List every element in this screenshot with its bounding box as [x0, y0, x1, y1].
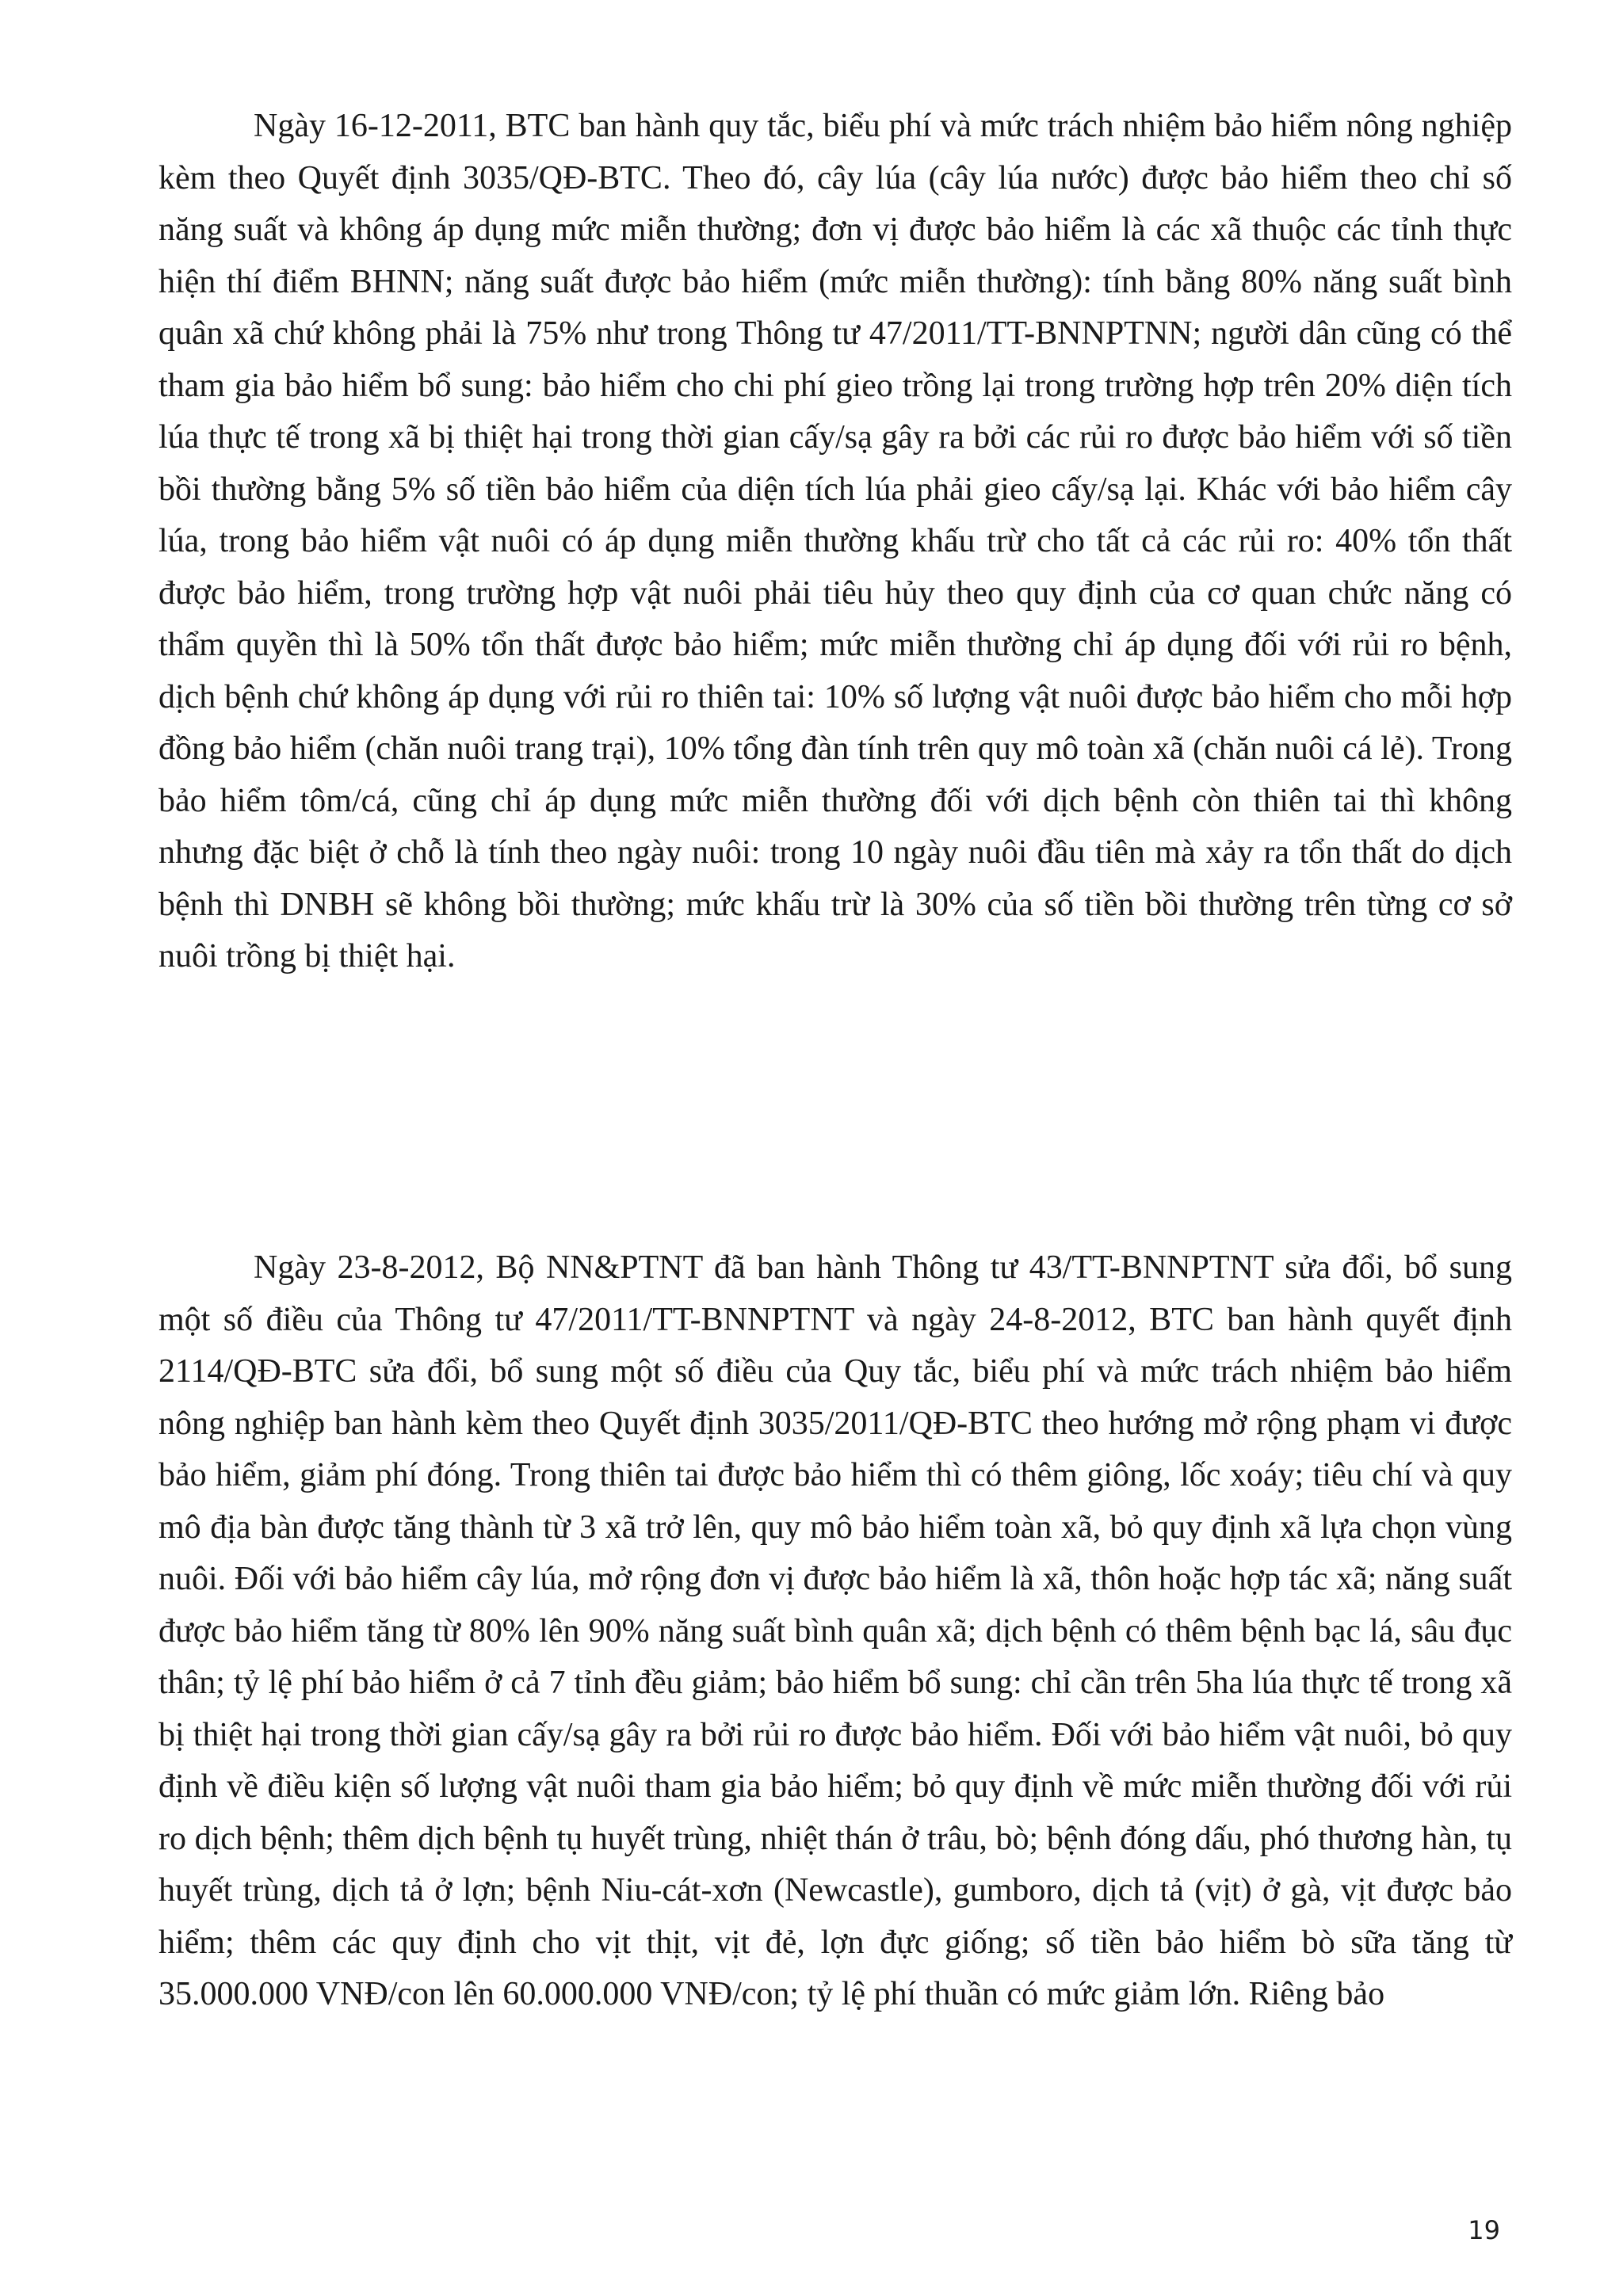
page-number: 19	[1468, 2215, 1500, 2245]
body-paragraph-1: Ngày 16-12-2011, BTC ban hành quy tắc, biểu phí và mức trách nhiệm bảo hiểm nông nghiệp kèm theo Quyết định 3035/QĐ-BTC. Theo đó, cây lúa (cây lúa nước) được bảo hiểm theo chỉ số năng suất và không áp dụng mức miễn thường; đơn vị được bảo hiểm là các xã thuộc các tỉnh thực hiện thí điểm BHNN; năng suất được bảo hiểm (mức miễn thường): tính bằng 80% năng suất bình quân xã chứ không phải là 75% như trong Thông tư 47/2011/TT-BNNPTNN; người dân cũng có thể tham gia bảo hiểm bổ sung: bảo hiểm cho chi phí gieo trồng lại trong trường hợp trên 20% diện tích lúa thực tế trong xã bị thiệt hại trong thời gian cấy/sạ gây ra bởi các rủi ro được bảo hiểm với số tiền bồi thường bằng 5% số tiền bảo hiểm của diện tích lúa phải gieo cấy/sạ lại. Khác với bảo hiểm cây lúa, trong bảo hiểm vật nuôi có áp dụng miễn thường khấu trừ cho tất cả các rủi ro: 40% tổn thất được bảo hiểm, trong trường hợp vật nuôi phải tiêu hủy theo quy định của cơ quan chức năng có thẩm quyền thì là 50% tổn thất được bảo hiểm; mức miễn thường chỉ áp dụng đối với rủi ro bệnh, dịch bệnh chứ không áp dụng với rủi ro thiên tai: 10% số lượng vật nuôi được bảo hiểm cho mỗi hợp đồng bảo hiểm (chăn nuôi trang trại), 10% tổng đàn tính trên quy mô toàn xã (chăn nuôi cá lẻ). Trong bảo hiểm tôm/cá, cũng chỉ áp dụng mức miễn thường đối với dịch bệnh còn thiên tai thì không nhưng đặc biệt ở chỗ là tính theo ngày nuôi: trong 10 ngày nuôi đầu tiên mà xảy ra tổn thất do dịch bệnh thì DNBH sẽ không bồi thường; mức khấu trừ là 30% của số tiền bồi thường trên từng cơ sở nuôi trồng bị thiệt hại.	[158, 108, 1512, 974]
body-paragraph-2: Ngày 23-8-2012, Bộ NN&PTNT đã ban hành Thông tư 43/TT-BNNPTNT sửa đổi, bổ sung một số điều của Thông tư 47/2011/TT-BNNPTNT và ngày 24-8-2012, BTC ban hành quyết định 2114/QĐ-BTC sửa đổi, bổ sung một số điều của Quy tắc, biểu phí và mức trách nhiệm bảo hiểm nông nghiệp ban hành kèm theo Quyết định 3035/2011/QĐ-BTC theo hướng mở rộng phạm vi được bảo hiểm, giảm phí đóng. Trong thiên tai được bảo hiểm thì có thêm giông, lốc xoáy; tiêu chí và quy mô địa bàn được tăng thành từ 3 xã trở lên, quy mô bảo hiểm toàn xã, bỏ quy định xã lựa chọn vùng nuôi. Đối với bảo hiểm cây lúa, mở rộng đơn vị được bảo hiểm là xã, thôn hoặc hợp tác xã; năng suất được bảo hiểm tăng từ 80% lên 90% năng suất bình quân xã; dịch bệnh có thêm bệnh bạc lá, sâu đục thân; tỷ lệ phí bảo hiểm ở cả 7 tỉnh đều giảm; bảo hiểm bổ sung: chỉ cần trên 5ha lúa thực tế trong xã bị thiệt hại trong thời gian cấy/sạ gây ra bởi rủi ro được bảo hiểm. Đối với bảo hiểm vật nuôi, bỏ quy định về điều kiện số lượng vật nuôi tham gia bảo hiểm; bỏ quy định về mức miễn thường đối với rủi ro dịch bệnh; thêm dịch bệnh tụ huyết trùng, nhiệt thán ở trâu, bò; bệnh đóng dấu, phó thương hàn, tụ huyết trùng, dịch tả ở lợn; bệnh Niu-cát-xơn (Newcastle), gumboro, dịch tả (vịt) ở gà, vịt được bảo hiểm; thêm các quy định cho vịt thịt, vịt đẻ, lợn đực giống; số tiền bảo hiểm bò sữa tăng từ 35.000.000 VNĐ/con lên 60.000.000 VNĐ/con; tỷ lệ phí thuần có mức giảm lớn. Riêng bảo	[158, 1249, 1512, 2012]
